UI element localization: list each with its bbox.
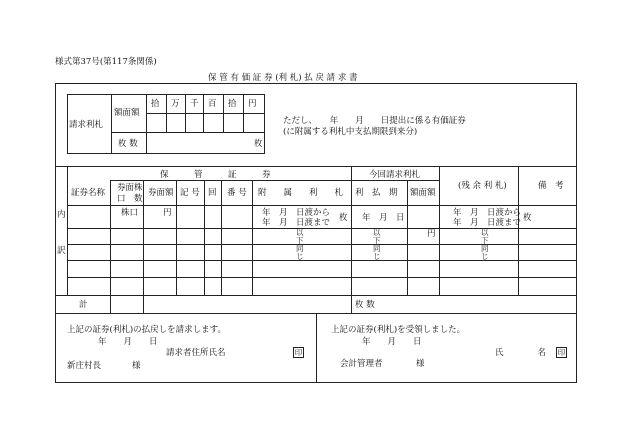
col-symbol: 記 号: [180, 188, 200, 198]
col-remarks: 備 考: [538, 181, 564, 191]
request-date: 年 月 日: [98, 337, 158, 347]
count-label: 枚 数: [118, 139, 138, 149]
digit-en: 円: [248, 99, 257, 109]
col-shares-1: 券面株: [117, 183, 143, 193]
form-title: 保 管 有 価 証 券 (利 札) 払 戻 請 求 書: [208, 73, 358, 83]
col-remaining-coupons: (残 余 利 札): [458, 181, 507, 191]
ika-1-ka: 下: [296, 236, 304, 245]
digit-ju: 拾: [228, 99, 237, 109]
ika-2-ji: じ: [373, 252, 381, 261]
proviso-line1: ただし、 年 月 日提出に係る有価証券: [283, 116, 466, 126]
col-payment-date: 利 払 期: [355, 188, 398, 198]
ika-2-ka: 下: [373, 236, 381, 245]
receipt-date: 年 月 日: [362, 337, 422, 347]
col-shares-2: 口 数: [117, 194, 143, 204]
digit-sen: 千: [190, 99, 199, 109]
row1-yen-unit: 円: [163, 208, 172, 218]
group-held-securities: 保 管 証 券: [160, 170, 271, 180]
total-label: 計: [79, 300, 88, 310]
digit-man: 万: [171, 99, 180, 109]
row1-remaining-to: 年 月 日渡まで: [453, 218, 522, 228]
row1-payment-date: 年 月 日: [362, 213, 405, 223]
requester-seal: 印: [294, 348, 303, 357]
receiver-name-label: 氏 名: [495, 348, 547, 358]
receiver-seal: 印: [557, 348, 566, 357]
ika-3-ka: 下: [481, 236, 489, 245]
row1-remaining-from: 年 月 日渡から: [453, 208, 522, 218]
ika-2-do: 同: [373, 244, 381, 253]
ika-1-i: 以: [296, 228, 304, 237]
total-count-label: 枚 数: [355, 300, 375, 310]
accounting-manager: 会計管理者: [340, 359, 383, 369]
ika-3-do: 同: [481, 244, 489, 253]
digit-juman: 拾: [151, 99, 160, 109]
row1-shares-unit: 株口: [121, 208, 139, 218]
receipt-statement: 上記の証券(利札)を受領しました。: [331, 325, 466, 335]
group-current-coupons: 今回請求利札: [369, 170, 421, 180]
col-attached-coupons: 附 属 利 札: [258, 188, 344, 198]
row1-coupon-sheets: 枚: [339, 213, 348, 223]
ika-3-i: 以: [481, 228, 489, 237]
addressee-mayor: 新庄村長: [67, 361, 102, 371]
request-statement: 上記の証券(利札)の払戻しを請求します。: [67, 325, 226, 335]
side-label-wake: 訳: [57, 246, 66, 256]
row1-coupon-from: 年 月 日渡から: [262, 208, 331, 218]
col-coupon-amount: 額面額: [410, 188, 436, 198]
ika-1-do: 同: [296, 244, 304, 253]
ika-1-ji: じ: [296, 252, 304, 261]
col-security-name: 証券名称: [71, 188, 106, 198]
col-face-value: 券面額: [148, 188, 174, 198]
proviso-line2: (に附属する利札中支払期限到来分): [283, 127, 418, 137]
requester-address-name: 請求者住所氏名: [166, 348, 226, 358]
col-number: 番 号: [227, 188, 247, 198]
count-unit: 枚: [254, 139, 263, 149]
row1-remaining-sheets: 枚: [523, 213, 532, 223]
ika-3-ji: じ: [481, 252, 489, 261]
manager-sama: 様: [416, 359, 425, 369]
claim-coupon-label: 請求利札: [69, 120, 104, 130]
form-reference: 様式第37号(第117条関係): [55, 57, 157, 67]
row1-coupon-to: 年 月 日渡まで: [262, 218, 331, 228]
row1-amount-yen: 円: [427, 229, 436, 239]
addressee-sama: 様: [132, 361, 141, 371]
ika-2-i: 以: [373, 228, 381, 237]
amount-label: 額面額: [114, 108, 140, 118]
col-round: 回: [208, 188, 217, 198]
digit-hyaku: 百: [208, 99, 217, 109]
side-label-uchi: 内: [57, 210, 66, 220]
